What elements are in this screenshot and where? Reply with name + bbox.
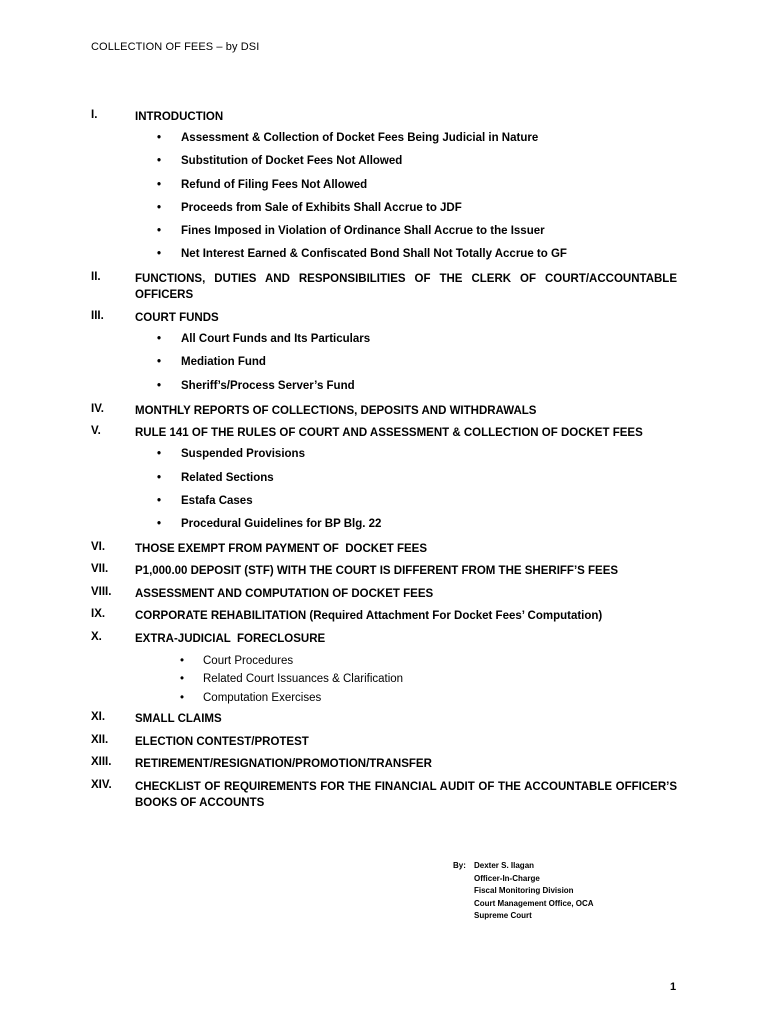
section-number: V. <box>91 425 101 437</box>
list-item-text: Refund of Filing Fees Not Allowed <box>181 179 368 191</box>
bullet-icon: • <box>157 495 162 507</box>
list-item-text: Suspended Provisions <box>181 448 305 460</box>
section-title: FUNCTIONS, DUTIES AND RESPONSIBILITIES OF THE CLERK OF COURT/ACCOUNTABLE OFFICERS <box>135 273 677 301</box>
signatory-name: Dexter S. Ilagan <box>474 861 535 870</box>
section-title: ELECTION CONTEST/PROTEST <box>135 736 309 748</box>
section-title: ASSESSMENT AND COMPUTATION OF DOCKET FEES <box>135 588 434 600</box>
bullet-icon: • <box>180 655 185 667</box>
section-number: X. <box>91 631 102 643</box>
list-item-text: Mediation Fund <box>181 356 266 368</box>
section-title: CHECKLIST OF REQUIREMENTS FOR THE FINANCIAL AUDIT OF THE ACCOUNTABLE OFFICER’S BOOKS OF ACCOUNTS <box>135 781 677 809</box>
list-item-text: Proceeds from Sale of Exhibits Shall Accrue to JDF <box>181 202 462 214</box>
list-item-text: Fines Imposed in Violation of Ordinance Shall Accrue to the Issuer <box>181 225 545 237</box>
section-number: XIII. <box>91 756 112 768</box>
list-item-text: Net Interest Earned & Confiscated Bond Shall Not Totally Accrue to GF <box>181 248 567 260</box>
section-title: MONTHLY REPORTS OF COLLECTIONS, DEPOSITS AND WITHDRAWALS <box>135 405 537 417</box>
list-item-text: Assessment & Collection of Docket Fees Being Judicial in Nature <box>181 132 539 144</box>
section-title: INTRODUCTION <box>135 111 224 123</box>
section-number: II. <box>91 271 101 283</box>
bullet-icon: • <box>157 356 162 368</box>
page-number: 1 <box>670 981 677 993</box>
section-number: I. <box>91 109 98 121</box>
bullet-icon: • <box>157 518 162 530</box>
document-header: COLLECTION OF FEES – by DSI <box>91 41 260 53</box>
bullet-icon: • <box>180 673 185 685</box>
signature-by-label: By: <box>453 861 466 870</box>
signatory-institution: Supreme Court <box>474 911 532 920</box>
list-item-text: Computation Exercises <box>203 692 322 704</box>
list-item-text: Sheriff’s/Process Server’s Fund <box>181 380 355 392</box>
list-item-text: Procedural Guidelines for BP Blg. 22 <box>181 518 382 530</box>
bullet-icon: • <box>157 248 162 260</box>
section-number: VII. <box>91 563 109 575</box>
bullet-icon: • <box>157 202 162 214</box>
section-title: COURT FUNDS <box>135 312 219 324</box>
bullet-icon: • <box>157 155 162 167</box>
bullet-icon: • <box>180 692 185 704</box>
section-number: XII. <box>91 734 109 746</box>
section-number: VI. <box>91 541 106 553</box>
signatory-office: Court Management Office, OCA <box>474 898 594 908</box>
section-title: SMALL CLAIMS <box>135 713 222 725</box>
list-item-text: Related Sections <box>181 472 274 484</box>
section-title: CORPORATE REHABILITATION (Required Attachment For Docket Fees’ Computation) <box>135 610 603 622</box>
bullet-icon: • <box>157 225 162 237</box>
section-number: IV. <box>91 403 105 415</box>
signature-lines <box>474 860 594 923</box>
section-title: THOSE EXEMPT FROM PAYMENT OF DOCKET FEES <box>135 543 427 555</box>
section-number: XIV. <box>91 779 112 791</box>
list-item-text: Court Procedures <box>203 655 294 667</box>
list-item-text: Related Court Issuances & Clarification <box>203 673 404 685</box>
bullet-icon: • <box>157 380 162 392</box>
list-item-text: Substitution of Docket Fees Not Allowed <box>181 155 403 167</box>
section-title: P1,000.00 DEPOSIT (STF) WITH THE COURT IS DIFFERENT FROM THE SHERIFF’S FEES <box>135 565 619 577</box>
list-item-text: Estafa Cases <box>181 495 253 507</box>
bullet-icon: • <box>157 179 162 191</box>
section-number: VIII. <box>91 586 112 598</box>
bullet-icon: • <box>157 472 162 484</box>
bullet-icon: • <box>157 132 162 144</box>
section-title: RETIREMENT/RESIGNATION/PROMOTION/TRANSFER <box>135 758 432 770</box>
bullet-icon: • <box>157 333 162 345</box>
list-item-text: All Court Funds and Its Particulars <box>181 333 371 345</box>
bullet-icon: • <box>157 448 162 460</box>
section-title: EXTRA-JUDICIAL FORECLOSURE <box>135 633 326 645</box>
signatory-division: Fiscal Monitoring Division <box>474 886 574 895</box>
section-title: RULE 141 OF THE RULES OF COURT AND ASSESSMENT & COLLECTION OF DOCKET FEES <box>135 427 643 439</box>
signatory-position: Officer-In-Charge <box>474 873 540 883</box>
section-number: III. <box>91 310 104 322</box>
section-number: IX. <box>91 608 106 620</box>
section-number: XI. <box>91 711 106 723</box>
